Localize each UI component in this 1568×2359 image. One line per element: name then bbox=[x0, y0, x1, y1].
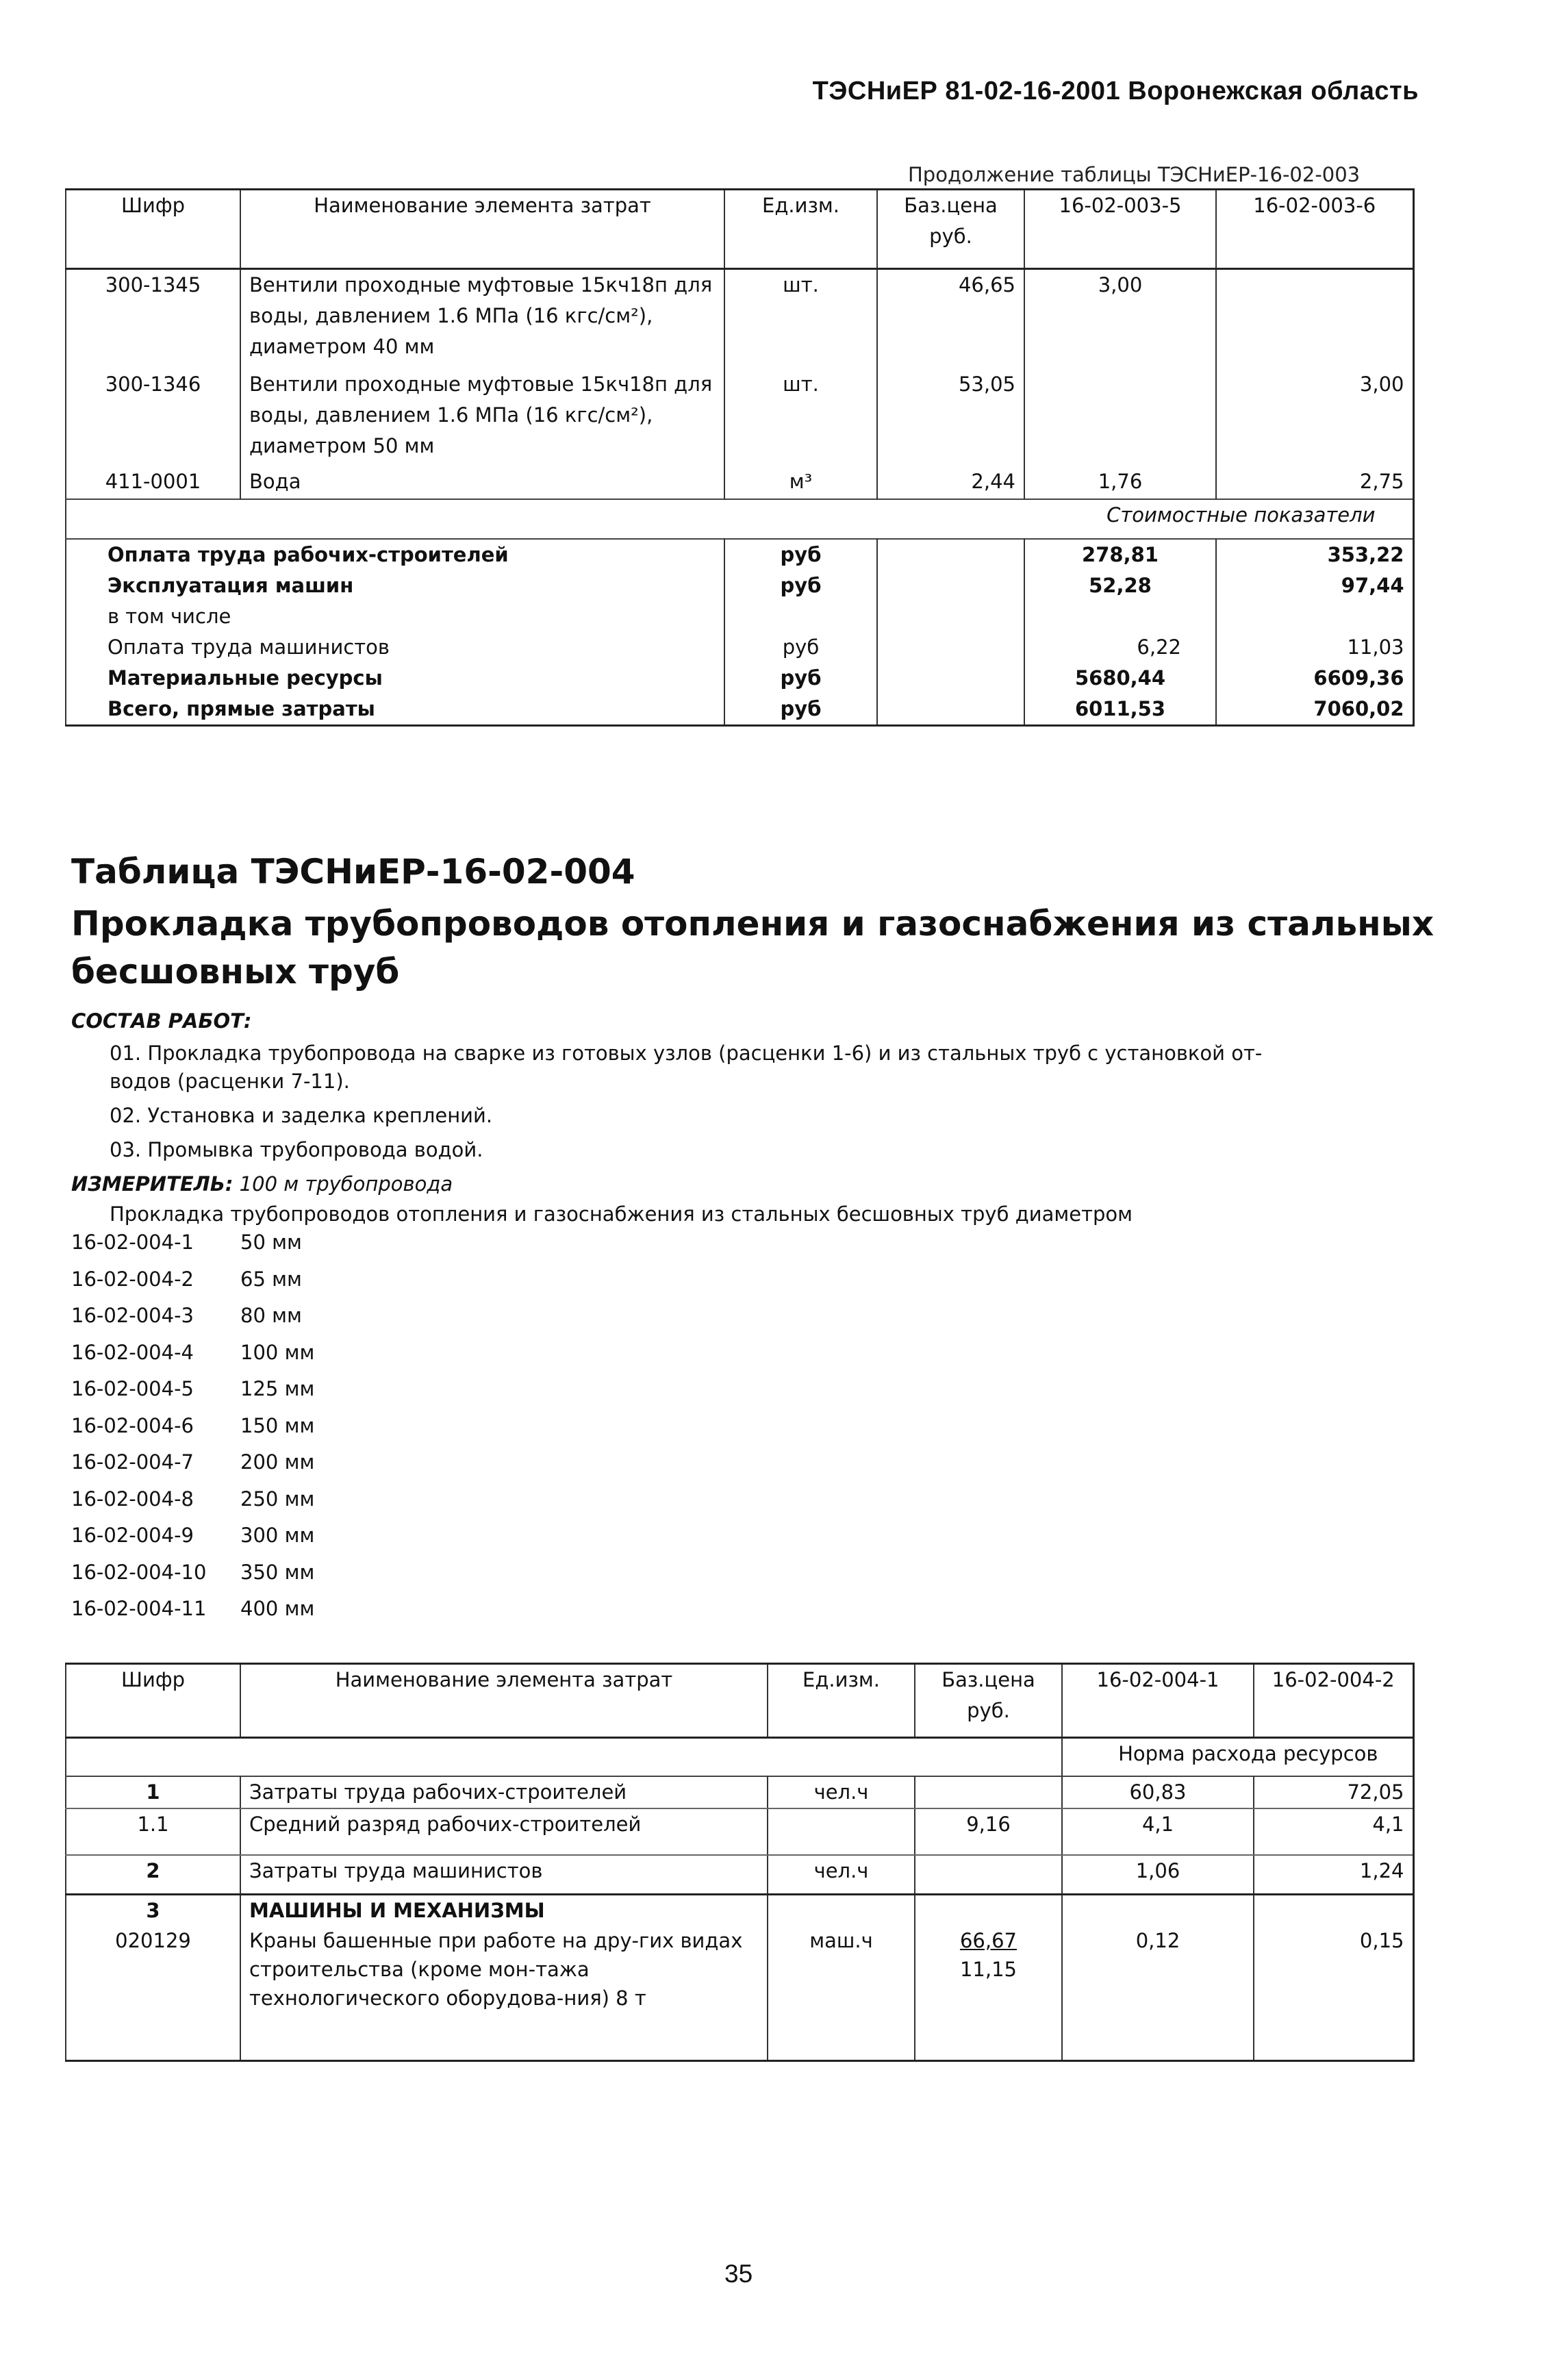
cost-row: Эксплуатация машин руб 52,28 97,44 bbox=[66, 570, 1413, 601]
cost-row: в том числе bbox=[66, 601, 1413, 632]
table-row: 020129 Краны башенные при работе на дру-гих видах строительства (кроме мон-тажа технологического оборудова-ния) 8 т маш.ч 66,67 11,15 0,12 0,15 bbox=[66, 1926, 1413, 2060]
table-row: 3 МАШИНЫ И МЕХАНИЗМЫ bbox=[66, 1895, 1413, 1927]
list-item: 16-02-004-2 65 мм bbox=[71, 1267, 302, 1291]
list-item: 16-02-004-11 400 мм bbox=[71, 1597, 315, 1620]
meter-label: ИЗМЕРИТЕЛЬ: bbox=[71, 1172, 233, 1196]
col-header-unit: Ед.изм. bbox=[724, 190, 877, 269]
operator-wage: 11,15 bbox=[959, 1958, 1017, 1981]
meter-line bbox=[71, 1172, 453, 1196]
rate-list bbox=[71, 1231, 314, 1634]
cost-row: Оплата труда машинистов руб 6,22 11,03 bbox=[66, 632, 1413, 663]
list-item: 16-02-004-9 300 мм bbox=[71, 1524, 315, 1547]
page-number: 35 bbox=[724, 2260, 753, 2288]
table-row: 1 Затраты труда рабочих-строителей чел.ч 60,83 72,05 bbox=[66, 1776, 1413, 1808]
col-header-code: Шифр bbox=[121, 194, 186, 217]
work-item: водов (расценки 7-11). bbox=[110, 1070, 350, 1093]
table-row: 411-0001 Вода м³ 2,44 1,76 2,75 bbox=[66, 466, 1413, 499]
table-row: 300-1346 Вентили проходные муфтовые 15кч18п для воды, давлением 1.6 МПа (16 кгс/см²), диаметром 50 мм шт. 53,05 3,00 bbox=[66, 369, 1413, 466]
cost-row: Оплата труда рабочих-строителей руб 278,81 353,22 bbox=[66, 539, 1413, 570]
work-item: 01. Прокладка трубопровода на сварке из готовых узлов (расценки 1-6) и из стальных труб с установкой от- bbox=[110, 1042, 1263, 1065]
table-title: Таблица ТЭСНиЕР-16-02-004 bbox=[71, 852, 635, 892]
col-header-price: Баз.цена руб. bbox=[915, 1664, 1062, 1738]
work-item: 02. Установка и заделка креплений. bbox=[110, 1104, 493, 1127]
col-header-rate-2: 16-02-004-2 bbox=[1254, 1664, 1413, 1738]
work-composition-label: СОСТАВ РАБОТ: bbox=[71, 1009, 252, 1033]
list-item: 16-02-004-6 150 мм bbox=[71, 1413, 315, 1437]
meter-value: 100 м трубопровода bbox=[239, 1172, 453, 1196]
col-header-name: Наименование элемента затрат bbox=[240, 190, 724, 269]
col-header-name: Наименование элемента затрат bbox=[240, 1664, 768, 1738]
section-heading-line-2: бесшовных труб bbox=[71, 952, 400, 992]
cost-row: Всего, прямые затраты руб 6011,53 7060,02 bbox=[66, 694, 1413, 726]
col-header-unit: Ед.изм. bbox=[768, 1664, 915, 1738]
norm-subheader: Норма расхода ресурсов bbox=[1062, 1738, 1413, 1776]
cost-row: Материальные ресурсы руб 5680,44 6609,36 bbox=[66, 663, 1413, 694]
page-header-title: ТЭСНиЕР 81-02-16-2001 Воронежская область bbox=[812, 77, 1419, 105]
list-item: 16-02-004-4 100 мм bbox=[71, 1340, 315, 1364]
col-header-rate-2: 16-02-003-6 bbox=[1216, 190, 1413, 269]
table-row: 300-1345 Вентили проходные муфтовые 15кч18п для воды, давлением 1.6 МПа (16 кгс/см²), диаметром 40 мм шт. 46,65 3,00 bbox=[66, 269, 1413, 369]
cost-indicators-subheader: Стоимостные показатели bbox=[1107, 503, 1376, 527]
col-header-code: Шифр bbox=[121, 1668, 186, 1691]
machine-price: 66,67 bbox=[959, 1929, 1017, 1952]
list-item: 16-02-004-8 250 мм bbox=[71, 1487, 315, 1511]
list-item: 16-02-004-7 200 мм bbox=[71, 1450, 315, 1474]
list-item: 16-02-004-10 350 мм bbox=[71, 1560, 315, 1584]
table-row: 2 Затраты труда машинистов чел.ч 1,06 1,24 bbox=[66, 1855, 1413, 1895]
work-item: 03. Промывка трубопровода водой. bbox=[110, 1138, 483, 1161]
col-header-price: Баз.цена руб. bbox=[877, 190, 1024, 269]
list-item: 16-02-004-3 80 мм bbox=[71, 1304, 302, 1327]
list-item: 16-02-004-5 125 мм bbox=[71, 1377, 315, 1400]
description: Прокладка трубопроводов отопления и газоснабжения из стальных бесшовных труб диаметром bbox=[110, 1202, 1133, 1226]
col-header-rate-1: 16-02-003-5 bbox=[1024, 190, 1216, 269]
table-row: 1.1 Средний разряд рабочих-строителей 9,16 4,1 4,1 bbox=[66, 1808, 1413, 1855]
table-continuation-caption: Продолжение таблицы ТЭСНиЕР-16-02-003 bbox=[908, 163, 1361, 186]
list-item: 16-02-004-1 50 мм bbox=[71, 1231, 302, 1254]
section-heading-line-1: Прокладка трубопроводов отопления и газоснабжения из стальных bbox=[71, 904, 1434, 944]
table-16-02-004 bbox=[65, 1663, 1415, 2062]
table-16-02-003 bbox=[65, 188, 1415, 727]
col-header-rate-1: 16-02-004-1 bbox=[1062, 1664, 1254, 1738]
